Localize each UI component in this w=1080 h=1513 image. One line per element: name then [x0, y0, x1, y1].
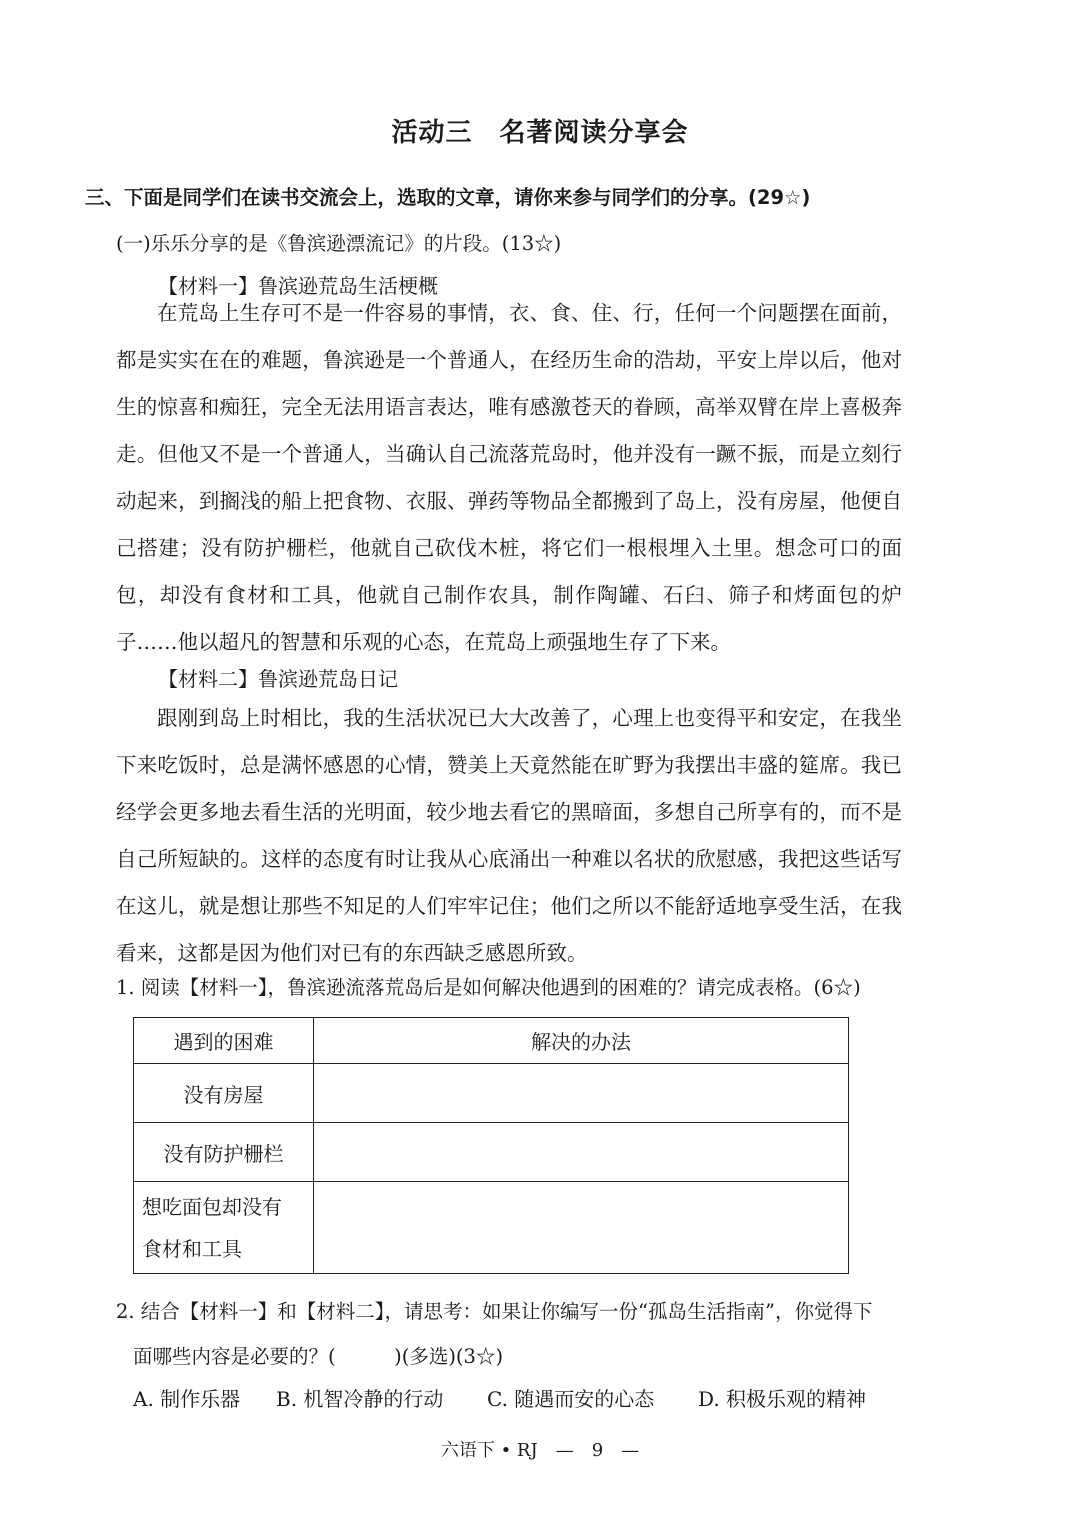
section-heading: 三、下面是同学们在读书交流会上，选取的文章，请你来参与同学们的分享。(29☆): [85, 186, 811, 209]
table-header-problem: 遇到的困难: [134, 1018, 314, 1064]
option-a[interactable]: A. 制作乐器: [133, 1387, 241, 1411]
table-row: [134, 1182, 849, 1274]
table-row: [134, 1123, 849, 1182]
material1-title: 【材料一】鲁滨逊荒岛生活梗概: [158, 274, 438, 298]
problem-line: 食材和工具: [142, 1236, 242, 1261]
question2-line2: 面哪些内容是必要的？( )(多选)(3☆): [133, 1345, 504, 1368]
page-title: 活动三 名著阅读分享会: [391, 118, 689, 148]
solution-cell[interactable]: [314, 1182, 849, 1274]
problem-cell: 没有房屋: [134, 1064, 314, 1123]
problem-line: 想吃面包却没有: [142, 1194, 282, 1219]
question1-text: 1. 阅读【材料一】，鲁滨逊流落荒岛后是如何解决他遇到的困难的？请完成表格。(6☆): [116, 976, 861, 999]
problem-cell: 没有防护栅栏: [134, 1123, 314, 1182]
option-b[interactable]: B. 机智冷静的行动: [276, 1387, 444, 1411]
answer-table: [133, 1017, 849, 1274]
table-header-row: [134, 1018, 849, 1064]
material1-text: 在荒岛上生存可不是一件容易的事情，衣、食、住、行，任何一个问题摆在面前，都是实实在在的难题，鲁滨逊是一个普通人，在经历生命的浩劫，平安上岸以后，他对生的惊喜和痴狂，完全无法用语言表达，唯有感激苍天的眷顾，高举双臂在岸上喜极奔走。但他又不是一个普通人，当确认自己流落荒岛时，他并没有一蹶不振，而是立刻行动起来，到搁浅的船上把食物、衣服、弹药等物品全都搬到了岛上，没有房屋，他便自己搭建；没有防护栅栏，他就自己砍伐木桩，将它们一根根埋入土里。想念可口的面包，却没有食材和工具，他就自己制作农具，制作陶罐、石臼、筛子和烤面包的炉子……他以超凡的智慧和乐观的心态，在荒岛上顽强地生存了下来。: [116, 301, 902, 654]
material2-text: 跟刚到岛上时相比，我的生活状况已大大改善了，心理上也变得平和安定，在我坐下来吃饭时，总是满怀感恩的心情，赞美上天竟然能在旷野为我摆出丰盛的筵席。我已经学会更多地去看生活的光明面，较少地去看它的黑暗面，多想自己所享有的，而不是自己所短缺的。这样的态度有时让我从心底涌出一种难以名状的欣慰感，我把这些话写在这儿，就是想让那些不知足的人们牢牢记住；他们之所以不能舒适地享受生活，在我看来，这都是因为他们对已有的东西缺乏感恩所致。: [116, 706, 902, 965]
part-heading: (一)乐乐分享的是《鲁滨逊漂流记》的片段。(13☆): [116, 232, 562, 255]
solution-cell[interactable]: [314, 1064, 849, 1123]
table-row: [134, 1064, 849, 1123]
page-footer: 六语下 • RJ — 9 —: [440, 1440, 640, 1461]
question2-line1: 2. 结合【材料一】和【材料二】，请思考：如果让你编写一份“孤岛生活指南”，你觉得下: [116, 1300, 873, 1323]
problem-cell: [134, 1182, 314, 1274]
option-c[interactable]: C. 随遇而安的心态: [487, 1387, 655, 1411]
question2-options: [133, 1383, 866, 1412]
material2-title: 【材料二】鲁滨逊荒岛日记: [158, 667, 398, 691]
option-d[interactable]: D. 积极乐观的精神: [698, 1387, 867, 1411]
solution-cell[interactable]: [314, 1123, 849, 1182]
table-header-solution: 解决的办法: [314, 1018, 849, 1064]
